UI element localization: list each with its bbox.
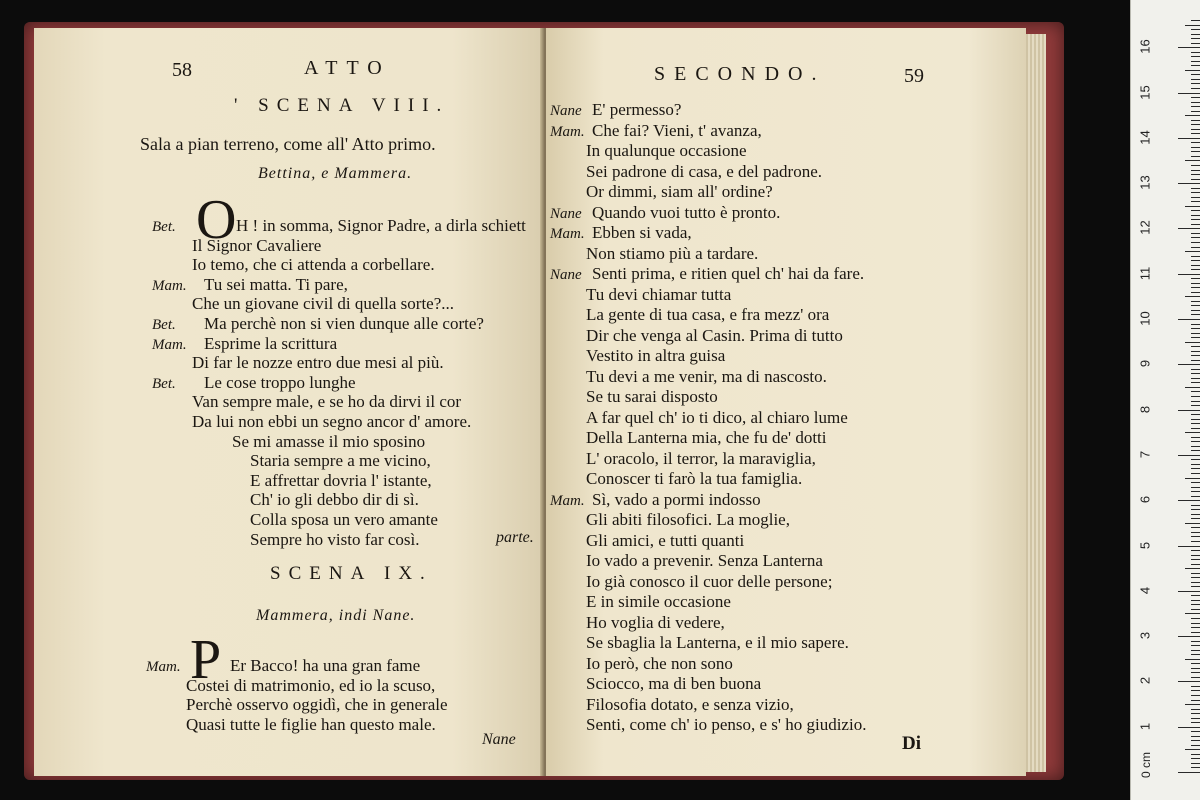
verse-line: Perchè osservo oggidì, che in generale — [186, 695, 448, 715]
verse-line: Ch' io gli debbo dir di sì. — [250, 490, 419, 510]
ruler-tick — [1191, 763, 1200, 764]
ruler-number: 11 — [1137, 266, 1153, 280]
ruler-tick — [1191, 192, 1200, 193]
ruler-tick — [1191, 351, 1200, 352]
verse-line: Dir che venga al Casin. Prima di tutto — [586, 325, 843, 345]
ruler-tick — [1178, 500, 1200, 501]
ruler-tick — [1191, 650, 1200, 651]
ruler-tick — [1191, 564, 1200, 565]
ruler-tick — [1185, 70, 1200, 71]
verse-line: Che un giovane civil di quella sorte?... — [192, 294, 455, 314]
ruler-tick — [1191, 219, 1200, 220]
verse-line: Di far le nozze entro due mesi al più. — [192, 353, 444, 373]
ruler-tick — [1191, 201, 1200, 202]
ruler-tick — [1191, 56, 1200, 57]
ruler-unit-label: 0 cm — [1139, 752, 1153, 779]
ruler-tick — [1191, 210, 1200, 211]
ruler-tick — [1191, 310, 1200, 311]
ruler-tick — [1191, 437, 1200, 438]
ruler-number: 9 — [1137, 360, 1153, 368]
ruler-tick — [1191, 165, 1200, 166]
ruler-tick — [1185, 387, 1200, 388]
drop-capital: O — [196, 189, 237, 251]
speaker-label: Mam. — [550, 492, 585, 509]
verse-line: Costei di matrimonio, ed io la scuso, — [186, 675, 436, 695]
ruler-tick — [1191, 120, 1200, 121]
verse-line: Colla sposa un vero amante — [250, 510, 438, 529]
speaker-label: Bet. — [152, 219, 176, 235]
ruler-tick — [1191, 256, 1200, 257]
ruler-tick — [1185, 251, 1200, 252]
verse-line: Della Lanterna mia, che fu de' dotti — [586, 428, 827, 447]
ruler-tick — [1191, 147, 1200, 148]
ruler-tick — [1191, 61, 1200, 62]
ruler-tick — [1191, 242, 1200, 243]
ruler-tick — [1185, 568, 1200, 569]
measurement-ruler — [1130, 0, 1200, 800]
verse-line: Gli amici, e tutti quanti — [586, 530, 745, 550]
ruler-tick — [1191, 695, 1200, 696]
ruler-tick — [1191, 287, 1200, 288]
verse-line: H ! in somma, Signor Padre, a dirla schiett — [236, 216, 526, 235]
ruler-tick — [1178, 274, 1200, 275]
ruler-tick — [1191, 170, 1200, 171]
verse-line: Sì, vado a pormi indosso — [592, 489, 761, 509]
verse-line: Quasi tutte le figlie han questo male. — [186, 714, 436, 734]
page-number: 59 — [904, 65, 924, 87]
ruler-number: 15 — [1137, 84, 1153, 100]
ruler-tick — [1191, 346, 1200, 347]
ruler-number: 14 — [1137, 130, 1153, 145]
verse-line: Sei padrone di casa, e del padrone. — [586, 161, 823, 181]
ruler-tick — [1185, 25, 1200, 26]
ruler-tick — [1191, 496, 1200, 497]
ruler-tick — [1191, 129, 1200, 130]
ruler-number: 3 — [1137, 631, 1153, 640]
ruler-tick — [1185, 115, 1200, 116]
ruler-tick — [1191, 745, 1200, 746]
stage-direction: Sala a pian terreno, come all' Atto primo. — [140, 134, 436, 154]
ruler-tick — [1191, 283, 1200, 284]
character-list: Bettina, e Mammera. — [258, 165, 413, 182]
verse-line: E affrettar dovria l' istante, — [250, 470, 432, 490]
ruler-tick — [1191, 260, 1200, 261]
ruler-tick — [1191, 718, 1200, 719]
verse-line: Io però, che non sono — [586, 653, 733, 673]
ruler-tick — [1191, 663, 1200, 664]
ruler-number: 6 — [1137, 496, 1153, 504]
verse-line: Er Bacco! ha una gran fame — [230, 656, 421, 675]
verse-line: L' oracolo, il terror, la maraviglia, — [586, 448, 816, 468]
ruler-number: 13 — [1137, 175, 1153, 190]
ruler-tick — [1191, 577, 1200, 578]
ruler-tick — [1191, 582, 1200, 583]
ruler-tick — [1178, 681, 1200, 682]
verse-line: Filosofia dotato, e senza vizio, — [586, 694, 794, 714]
ruler-tick — [1191, 382, 1200, 383]
drop-capital: P — [190, 629, 222, 691]
ruler-tick — [1191, 446, 1200, 447]
ruler-tick — [1191, 292, 1200, 293]
ruler-tick — [1191, 269, 1200, 270]
ruler-tick — [1185, 478, 1200, 479]
ruler-tick — [1191, 278, 1200, 279]
ruler-tick — [1191, 378, 1200, 379]
ruler-tick — [1191, 559, 1200, 560]
verse-line: Van sempre male, e se ho da dirvi il cor — [192, 392, 462, 412]
ruler-tick — [1191, 487, 1200, 488]
ruler-tick — [1185, 659, 1200, 660]
speaker-label: Bet. — [152, 375, 176, 392]
ruler-tick — [1191, 405, 1200, 406]
speaker-label: Bet. — [152, 317, 176, 333]
ruler-tick — [1191, 731, 1200, 732]
page-number: 58 — [172, 59, 192, 81]
ruler-tick — [1191, 555, 1200, 556]
ruler-tick — [1191, 740, 1200, 741]
ruler-tick — [1191, 74, 1200, 75]
ruler-tick — [1191, 645, 1200, 646]
ruler-tick — [1191, 106, 1200, 107]
ruler-number: 16 — [1137, 39, 1153, 54]
ruler-tick — [1191, 754, 1200, 755]
ruler-tick — [1191, 722, 1200, 723]
ruler-tick — [1191, 654, 1200, 655]
verse-line: Io già conosco il cuor delle persone; — [586, 571, 833, 591]
exit-note: parte. — [496, 529, 534, 546]
ruler-tick — [1191, 396, 1200, 397]
ruler-tick — [1191, 328, 1200, 329]
ruler-number: 2 — [1137, 677, 1153, 685]
ruler-tick — [1191, 482, 1200, 483]
ruler-tick — [1191, 419, 1200, 420]
speaker-label: Nane — [550, 267, 582, 283]
ruler-tick — [1191, 550, 1200, 551]
ruler-tick — [1178, 455, 1200, 456]
ruler-tick — [1191, 333, 1200, 334]
ruler-tick — [1191, 233, 1200, 234]
ruler-tick — [1191, 509, 1200, 510]
ruler-tick — [1191, 573, 1200, 574]
verse-line: Quando vuoi tutto è pronto. — [592, 202, 781, 222]
ruler-tick — [1191, 518, 1200, 519]
verse-line: A far quel ch' io ti dico, al chiaro lume — [586, 407, 848, 427]
verse-line: Sempre ho visto far così. — [250, 529, 420, 549]
speaker-label: Nane — [550, 103, 582, 119]
ruler-tick — [1191, 491, 1200, 492]
verse-line: Tu devi a me venir, ma di nascosto. — [586, 366, 827, 386]
ruler-tick — [1191, 337, 1200, 338]
ruler-tick — [1191, 505, 1200, 506]
verse-line: Tu devi chiamar tutta — [586, 284, 732, 304]
speaker-label: Mam. — [152, 336, 187, 353]
ruler-tick — [1191, 179, 1200, 180]
ruler-tick — [1191, 700, 1200, 701]
speaker-label: Mam. — [550, 123, 585, 140]
ruler-tick — [1191, 65, 1200, 66]
verse-line: Senti, come ch' io penso, e s' ho giudizio. — [586, 715, 867, 734]
ruler-tick — [1191, 355, 1200, 356]
ruler-tick — [1191, 360, 1200, 361]
ruler-tick — [1191, 324, 1200, 325]
ruler-tick — [1191, 369, 1200, 370]
ruler-tick — [1191, 79, 1200, 80]
verse-line: Ebben si vada, — [592, 223, 692, 242]
speaker-label: Mam. — [550, 226, 585, 242]
ruler-tick — [1191, 758, 1200, 759]
ruler-tick — [1178, 319, 1200, 320]
ruler-tick — [1191, 52, 1200, 53]
ruler-tick — [1191, 314, 1200, 315]
ruler-tick — [1191, 632, 1200, 633]
ruler-tick — [1191, 586, 1200, 587]
ruler-tick — [1191, 305, 1200, 306]
ruler-tick — [1191, 237, 1200, 238]
verse-line: Ma perchè non si vien dunque alle corte? — [204, 314, 484, 333]
ruler-tick — [1191, 686, 1200, 687]
ruler-tick — [1178, 410, 1200, 411]
ruler-tick — [1191, 401, 1200, 402]
ruler-tick — [1178, 47, 1200, 48]
verse-line: Senti prima, e ritien quel ch' hai da fare. — [592, 264, 865, 283]
ruler-tick — [1191, 83, 1200, 84]
ruler-tick — [1191, 609, 1200, 610]
scene-title: ' SCENA VIII. — [234, 95, 450, 116]
ruler-tick — [1191, 247, 1200, 248]
ruler-tick — [1191, 514, 1200, 515]
ruler-number: 12 — [1137, 220, 1153, 236]
ruler-tick — [1191, 111, 1200, 112]
ruler-tick — [1191, 156, 1200, 157]
verse-line: La gente di tua casa, e fra mezz' ora — [586, 305, 830, 324]
ruler-tick — [1191, 668, 1200, 669]
verse-line: Vestito in altra guisa — [586, 346, 726, 365]
ruler-tick — [1178, 138, 1200, 139]
ruler-number: 10 — [1137, 311, 1153, 326]
ruler-tick — [1191, 709, 1200, 710]
ruler-tick — [1191, 133, 1200, 134]
ruler-tick — [1191, 641, 1200, 642]
ruler-tick — [1191, 428, 1200, 429]
ruler-tick — [1191, 767, 1200, 768]
ruler-tick — [1191, 690, 1200, 691]
verse-line: Sciocco, ma di ben buona — [586, 674, 762, 693]
scene-title-2: SCENA IX. — [270, 563, 433, 584]
ruler-tick — [1185, 704, 1200, 705]
verse-line: Gli abiti filosofici. La moglie, — [586, 510, 790, 529]
ruler-tick — [1191, 618, 1200, 619]
ruler-number: 7 — [1137, 450, 1153, 459]
ruler-tick — [1191, 38, 1200, 39]
right-page — [546, 28, 1026, 776]
ruler-number: 1 — [1137, 722, 1153, 730]
ruler-tick — [1178, 636, 1200, 637]
ruler-tick — [1191, 736, 1200, 737]
ruler-tick — [1191, 391, 1200, 392]
ruler-tick — [1185, 613, 1200, 614]
verse-line: Il Signor Cavaliere — [192, 235, 322, 255]
running-head: SECONDO. — [654, 63, 826, 85]
ruler-tick — [1178, 364, 1200, 365]
ruler-tick — [1191, 224, 1200, 225]
ruler-tick — [1191, 623, 1200, 624]
verse-line: Se mi amasse il mio sposino — [232, 431, 426, 451]
ruler-tick — [1191, 713, 1200, 714]
verse-line: Che fai? Vieni, t' avanza, — [592, 120, 762, 140]
ruler-tick — [1191, 215, 1200, 216]
ruler-tick — [1191, 468, 1200, 469]
verse-line: Se sbaglia la Lanterna, e il mio sapere. — [586, 633, 849, 652]
verse-line: Conoscer ti farò la tua famiglia. — [586, 469, 803, 488]
ruler-number: 4 — [1137, 586, 1153, 594]
ruler-tick — [1191, 627, 1200, 628]
ruler-tick — [1191, 88, 1200, 89]
ruler-tick — [1191, 532, 1200, 533]
ruler-tick — [1191, 595, 1200, 596]
ruler-tick — [1178, 772, 1200, 773]
ruler-tick — [1191, 188, 1200, 189]
catchword: Nane — [482, 731, 516, 748]
ruler-tick — [1191, 151, 1200, 152]
ruler-tick — [1191, 541, 1200, 542]
ruler-tick — [1191, 124, 1200, 125]
ruler-tick — [1191, 672, 1200, 673]
ruler-tick — [1191, 464, 1200, 465]
verse-line: Da lui non ebbi un segno ancor d' amore. — [192, 412, 472, 431]
ruler-tick — [1178, 93, 1200, 94]
verse-line: Non stiamo più a tardare. — [586, 243, 759, 263]
ruler-tick — [1185, 160, 1200, 161]
verse-line: Or dimmi, siam all' ordine? — [586, 182, 773, 201]
verse-line: E in simile occasione — [586, 592, 731, 611]
ruler-tick — [1185, 523, 1200, 524]
ruler-tick — [1191, 459, 1200, 460]
verse-line: Se tu sarai disposto — [586, 387, 718, 406]
running-head: ATTO — [304, 57, 391, 79]
catchword: Di — [902, 733, 921, 754]
ruler-tick — [1191, 43, 1200, 44]
ruler-tick — [1191, 677, 1200, 678]
verse-line: Ho voglia di vedere, — [586, 612, 725, 632]
speaker-label: Nane — [550, 205, 582, 222]
ruler-tick — [1191, 414, 1200, 415]
verse-line: Esprime la scrittura — [204, 333, 338, 353]
ruler-tick — [1191, 423, 1200, 424]
ruler-tick — [1191, 34, 1200, 35]
ruler-tick — [1178, 183, 1200, 184]
ruler-tick — [1191, 97, 1200, 98]
verse-line: Tu sei matta. Ti pare, — [204, 274, 348, 294]
ruler-tick — [1191, 197, 1200, 198]
speaker-label: Mam. — [146, 659, 181, 675]
ruler-tick — [1185, 206, 1200, 207]
ruler-number: 5 — [1137, 541, 1153, 549]
ruler-tick — [1185, 432, 1200, 433]
left-page — [34, 28, 544, 776]
verse-line: Le cose troppo lunghe — [204, 372, 356, 392]
ruler-tick — [1185, 749, 1200, 750]
character-list-2: Mammera, indi Nane. — [256, 607, 416, 624]
verse-line: In qualunque occasione — [586, 141, 747, 160]
ruler-tick — [1191, 536, 1200, 537]
ruler-tick — [1178, 591, 1200, 592]
ruler-tick — [1191, 265, 1200, 266]
speaker-label: Mam. — [152, 277, 187, 294]
ruler-tick — [1185, 296, 1200, 297]
verse-line: E' permesso? — [592, 100, 682, 119]
ruler-tick — [1191, 527, 1200, 528]
ruler-tick — [1178, 727, 1200, 728]
ruler-tick — [1191, 473, 1200, 474]
ruler-tick — [1191, 174, 1200, 175]
ruler-tick — [1191, 604, 1200, 605]
ruler-tick — [1178, 228, 1200, 229]
ruler-tick — [1191, 29, 1200, 30]
ruler-number: 8 — [1137, 405, 1153, 413]
ruler-tick — [1191, 373, 1200, 374]
ruler-tick — [1185, 342, 1200, 343]
ruler-tick — [1191, 102, 1200, 103]
ruler-tick — [1178, 546, 1200, 547]
verse-line: Io vado a prevenir. Senza Lanterna — [586, 551, 823, 570]
verse-line: Staria sempre a me vicino, — [250, 451, 431, 471]
ruler-tick — [1191, 301, 1200, 302]
ruler-tick — [1191, 20, 1200, 21]
ruler-tick — [1191, 441, 1200, 442]
verse-line: Io temo, che ci attenda a corbellare. — [192, 255, 435, 275]
ruler-tick — [1191, 600, 1200, 601]
ruler-tick — [1191, 142, 1200, 143]
ruler-tick — [1191, 450, 1200, 451]
